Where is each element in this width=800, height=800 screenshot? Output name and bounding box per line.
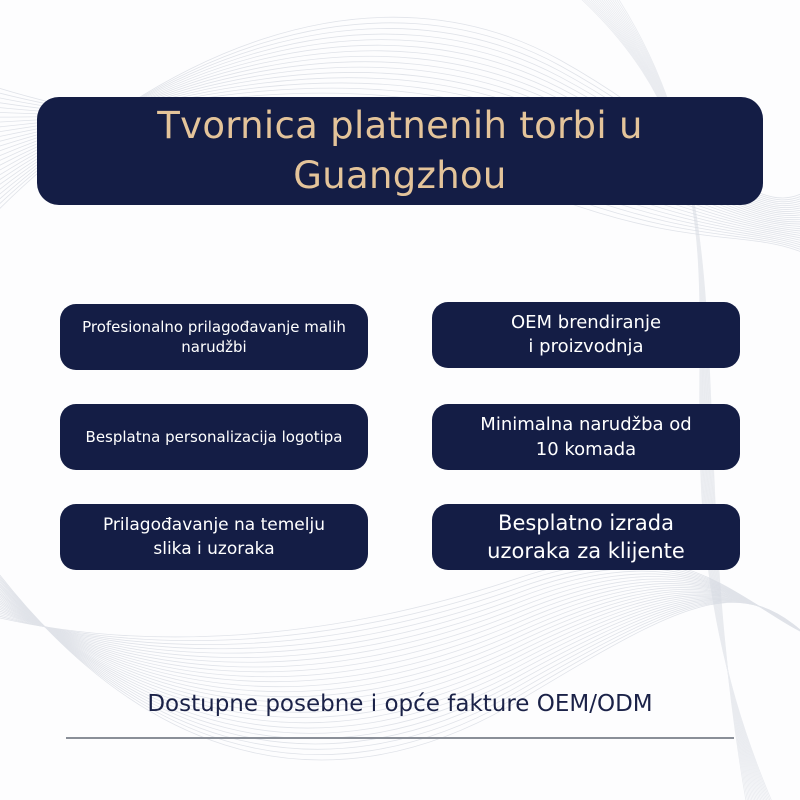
- title-line-2: Guangzhou: [293, 154, 507, 197]
- feature-text-line: Besplatno izrada: [498, 511, 674, 535]
- feature-text-line: slika i uzoraka: [153, 539, 275, 559]
- footer-invoice-note: Dostupne posebne i opće fakture OEM/ODM: [147, 691, 653, 717]
- wave-line: [0, 555, 800, 707]
- title-line-1: Tvornica platnenih torbi u: [157, 104, 643, 147]
- wave-line: [0, 574, 800, 658]
- feature-text-line: uzoraka za klijente: [487, 539, 685, 563]
- feature-text-line: i proizvodnja: [528, 336, 644, 357]
- feature-text-line: Prilagođavanje na temelju: [102, 515, 325, 535]
- feature-text-line: Profesionalno prilagođavanje malih: [82, 318, 346, 336]
- feature-text-line: narudžbi: [181, 338, 247, 356]
- feature-free-logo: [60, 404, 368, 470]
- feature-minimum-order: [432, 404, 740, 470]
- title-banner: [37, 97, 763, 205]
- wave-line: [0, 559, 800, 648]
- feature-small-order-customization: [60, 304, 368, 370]
- feature-oem-branding: [432, 302, 740, 368]
- feature-text-line: Minimalna narudžba od: [480, 414, 692, 435]
- feature-text-line: 10 komada: [535, 439, 637, 460]
- feature-text-line: OEM brendiranje: [510, 312, 662, 333]
- feature-text-line: Besplatna personalizacija logotipa: [85, 428, 343, 446]
- feature-free-samples: [432, 504, 740, 570]
- footer-divider: [66, 737, 734, 739]
- feature-custom-from-samples: [60, 504, 368, 570]
- wave-line: [0, 573, 800, 682]
